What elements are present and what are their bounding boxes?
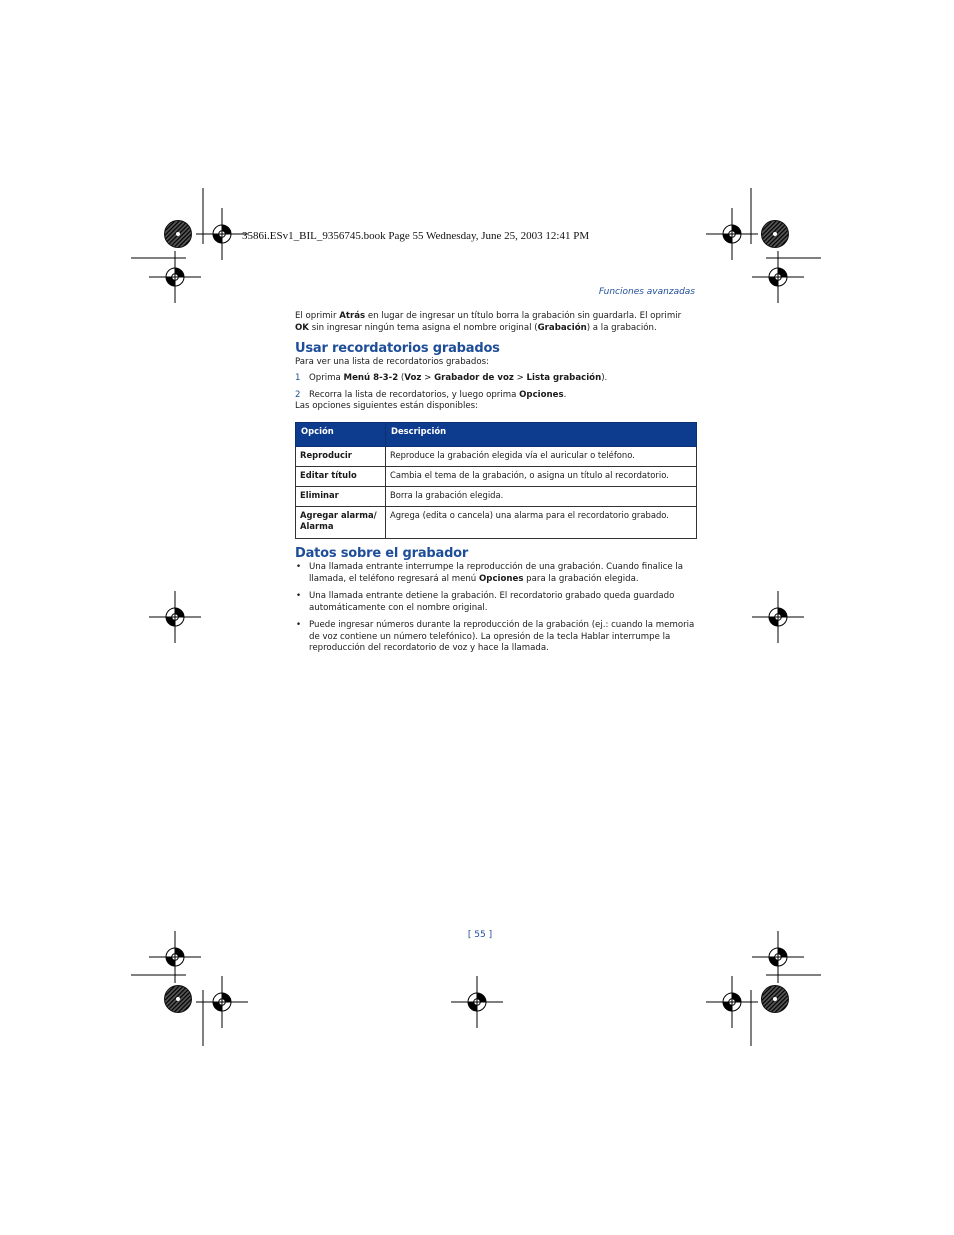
option-cell: Eliminar [296, 486, 386, 506]
intro-key-atras: Atrás [339, 311, 366, 321]
step-text: Recorra la lista de recordatorios, y luego oprima Opciones. [309, 389, 567, 400]
description-cell: Cambia el tema de la grabación, o asigna un título al recordatorio. [386, 466, 697, 486]
step-text: Oprima Menú 8-3-2 (Voz > Grabador de voz > Lista grabación). [309, 373, 608, 383]
step-number: 1 [295, 373, 301, 383]
options-lead: Las opciones siguientes están disponibles: [295, 401, 478, 411]
intro-text: sin ingresar ningún tema asigna el nombre original ( [308, 322, 538, 333]
registration-mark-icon [752, 591, 804, 643]
intro-key-ok: OK [295, 322, 309, 333]
intro-text: ) a la grabación. [586, 322, 657, 333]
intro-key-grabacion: Grabación [537, 322, 587, 333]
registration-mark-icon [196, 976, 248, 1028]
running-header: Funciones avanzadas [598, 287, 695, 297]
print-target-icon [762, 986, 789, 1013]
options-table [295, 422, 697, 539]
page-content [295, 311, 697, 661]
book-header: 3586i.ESv1_BIL_9356745.book Page 55 Wednesday, June 25, 2003 12:41 PM [242, 230, 590, 242]
registration-mark-icon [752, 251, 804, 303]
print-target-icon [762, 221, 789, 248]
description-cell: Borra la grabación elegida. [386, 486, 697, 506]
table-row [296, 446, 697, 466]
print-target-icon [165, 221, 192, 248]
option-cell: Editar título [296, 466, 386, 486]
table-row [296, 486, 697, 506]
registration-mark-icon [196, 208, 248, 260]
list-item: • Una llamada entrante detiene la grabación. El recordatorio grabado queda guardado automáticamente con el nombre original. [295, 591, 697, 614]
intro-paragraph [295, 311, 697, 334]
intro-text: en lugar de ingresar un título borra la grabación sin guardarla. El oprimir [365, 311, 682, 321]
step-1 [295, 373, 697, 385]
list-item: • Una llamada entrante interrumpe la reproducción de una grabación. Cuando finalice la llamada, el teléfono regresará al menú Opciones para la grabación elegida. [295, 562, 697, 585]
registration-mark-icon [706, 208, 758, 260]
print-target-icon [165, 986, 192, 1013]
registration-mark-icon [149, 251, 201, 303]
step-number: 2 [295, 389, 301, 400]
registration-mark-icon [149, 591, 201, 643]
section-lead: Para ver una lista de recordatorios grabados: [295, 356, 490, 367]
column-header-option: Opción [296, 422, 386, 446]
table-row [296, 506, 697, 538]
page-number: [ 55 ] [467, 930, 493, 940]
section-title-recordatorios: Usar recordatorios grabados [295, 341, 500, 356]
option-cell: Reproducir [296, 446, 386, 466]
description-cell: Agrega (edita o cancela) una alarma para el recordatorio grabado. [386, 506, 697, 538]
step-2 [295, 390, 697, 402]
column-header-description: Descripción [386, 422, 697, 446]
description-cell: Reproduce la grabación elegida vía el auricular o teléfono. [386, 446, 697, 466]
table-header-row [296, 422, 697, 446]
intro-text: El oprimir [295, 311, 340, 321]
registration-mark-icon [451, 976, 503, 1028]
list-item: • Puede ingresar números durante la reproducción de la grabación (ej.: cuando la memoria de voz contiene un número telefónico). La opresión de la tecla Hablar interrumpe la reproducción del recordatorio de voz y hace la llamada. [295, 620, 697, 655]
registration-mark-icon [706, 976, 758, 1028]
tips-list [295, 562, 697, 655]
table-row [296, 466, 697, 486]
option-cell: Agregar alarma/ Alarma [296, 506, 386, 538]
section-title-grabador: Datos sobre el grabador [295, 545, 469, 561]
